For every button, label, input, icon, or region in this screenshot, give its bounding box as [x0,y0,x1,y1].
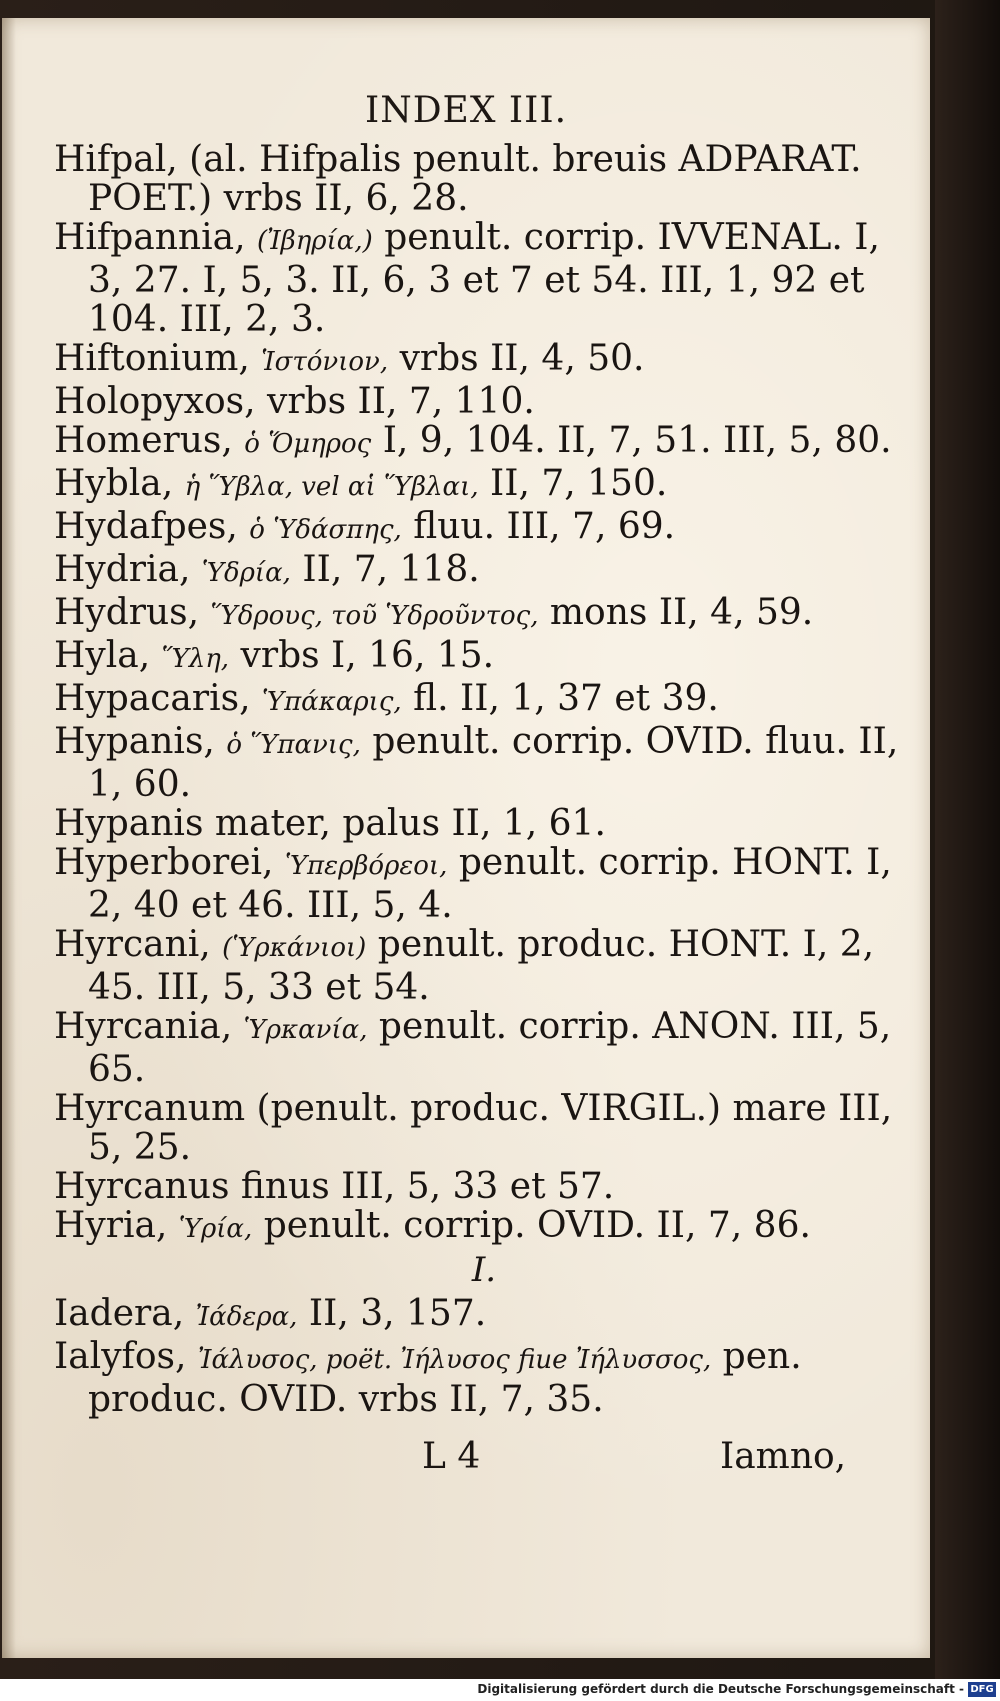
entry-headword: Hydria, [54,549,191,590]
entry-headword: Holopyxos, [54,381,256,422]
entry-references: mons II, 4, 59. [549,592,814,633]
index-entry [54,218,914,339]
entry-references: vrbs II, 7, 110. [267,381,535,422]
entry-references: fl. II, 1, 37 et 39. [413,678,719,719]
index-entry [54,1294,914,1337]
entry-greek-form: Ὑπερβόρεοι, [284,851,448,881]
entry-references: III, 5, 33 et 57. [341,1166,615,1207]
entry-references: vrbs II, 4, 50. [399,338,645,379]
entry-headword: Hyperborei, [54,842,274,883]
entry-references: palus II, 1, 61. [342,803,606,844]
entry-headword: Hyla, [54,635,151,676]
entry-references: (al. Hifpalis penult. breuis ADPARAT. POET.) vrbs II, 6, 28. [88,139,862,219]
entry-references: penult. corrip. HONT. I, 2, 40 et 46. III, 5, 4. [88,842,892,926]
index-entry [54,804,914,843]
entry-headword: Ialyfos, [54,1336,187,1377]
running-head: INDEX III. [364,90,568,131]
entry-headword: Hyrcania, [54,1006,233,1047]
entry-references: I, 9, 104. II, 7, 51. III, 5, 80. [382,420,892,461]
index-entry [54,507,914,550]
index-entry [54,464,914,507]
index-entry [54,1337,914,1419]
entry-greek-form: ἡ Ὕβλα, vel αἱ Ὕβλαι, [184,472,479,502]
entry-references: fluu. III, 7, 69. [413,506,676,547]
entry-references: vrbs I, 16, 15. [240,635,495,676]
entry-headword: Hifpannia, [54,217,246,258]
entry-greek-form: Ἰάλυσος, poët. Ἰήλυσος fiue Ἰήλυσσος, [197,1345,712,1375]
entry-references: II, 3, 157. [308,1293,487,1334]
entry-headword: Hydafpes, [54,506,238,547]
entry-headword: Hydrus, [54,592,200,633]
entry-headword: Iadera, [54,1293,185,1334]
book-edge [935,0,1000,1701]
page-gutter-shadow [2,18,16,1658]
index-entry [54,382,914,421]
index-entries [54,140,914,1419]
entry-references: penult. corrip. IVVENAL. I, 3, 27. I, 5, 3. II, 6, 3 et 7 et 54. III, 1, 92 et 104. III, 2, 3. [88,217,880,340]
entry-greek-form: Ἱστόνιον, [261,347,389,377]
entry-greek-form: (Ἰβηρία,) [256,226,373,256]
credit-text: Digitalisierung gefördert durch die Deutsche Forschungsgemeinschaft - [477,1682,964,1696]
index-entry [54,925,914,1007]
entry-greek-form: Ὑδρία, [201,558,291,588]
entry-headword: Hyria, [54,1205,168,1246]
entry-references: penult. corrip. OVID. II, 7, 86. [263,1205,811,1246]
index-entry [54,421,914,464]
dfg-logo-icon: DFG [968,1682,996,1697]
index-entry [54,679,914,722]
entry-references: (penult. produc. VIRGIL.) mare III, 5, 25. [88,1088,893,1168]
entry-greek-form: ὁ Ὅμηρος [244,429,372,459]
page-footer [2,1436,930,1486]
index-entry [54,1089,914,1167]
signature-mark: L 4 [422,1436,481,1477]
entry-headword: Hybla, [54,463,174,504]
entry-headword: Hyrcanum [54,1088,246,1129]
index-entry [54,339,914,382]
entry-headword: Hifpal, [54,139,178,180]
entry-headword: Homerus, [54,420,233,461]
entry-references: II, 7, 150. [490,463,668,504]
entry-references: pen. produc. OVID. vrbs II, 7, 35. [88,1336,802,1420]
entry-references: penult. produc. HONT. I, 2, 45. III, 5, 33 et 54. [88,924,875,1008]
index-entry [54,1206,914,1249]
credit-bar [0,1679,1000,1701]
index-entry [54,1007,914,1089]
entry-greek-form: Ὑρκανία, [243,1015,368,1045]
entry-references: penult. corrip. ANON. III, 5, 65. [88,1006,892,1090]
entry-greek-form: (Ὑρκάνιοι) [222,933,367,963]
entry-headword: Hypanis, [54,721,215,762]
entry-greek-form: Ὕλη, [161,644,230,674]
catchword: Iamno, [720,1436,847,1477]
entry-greek-form: Ὕδρους, τοῦ Ὑδροῦντος, [210,601,539,631]
entry-greek-form: Ἰάδερα, [195,1302,298,1332]
entries-letter-h [54,140,914,1249]
index-entry [54,843,914,925]
index-entry [54,593,914,636]
index-entry [54,722,914,804]
entry-headword: Hypanis mater, [54,803,331,844]
index-entry [54,636,914,679]
index-entry [54,140,914,218]
entries-letter-i [54,1294,914,1419]
section-letter: I. [471,1250,497,1290]
entry-headword: Hiftonium, [54,338,250,379]
index-entry [54,1167,914,1206]
entry-greek-form: Ὑρία, [178,1214,253,1244]
entry-headword: Hyrcanus finus [54,1166,330,1207]
entry-greek-form: ὁ Ὑδάσπης, [249,515,402,545]
entry-references: II, 7, 118. [302,549,480,590]
entry-greek-form: ὁ Ὕπανις, [226,730,361,760]
book-page [2,18,930,1658]
entry-headword: Hypacaris, [54,678,251,719]
index-entry [54,550,914,593]
entry-headword: Hyrcani, [54,924,211,965]
entry-greek-form: Ὑπάκαρις, [261,687,402,717]
entry-references: penult. corrip. OVID. fluu. II, 1, 60. [88,721,899,805]
